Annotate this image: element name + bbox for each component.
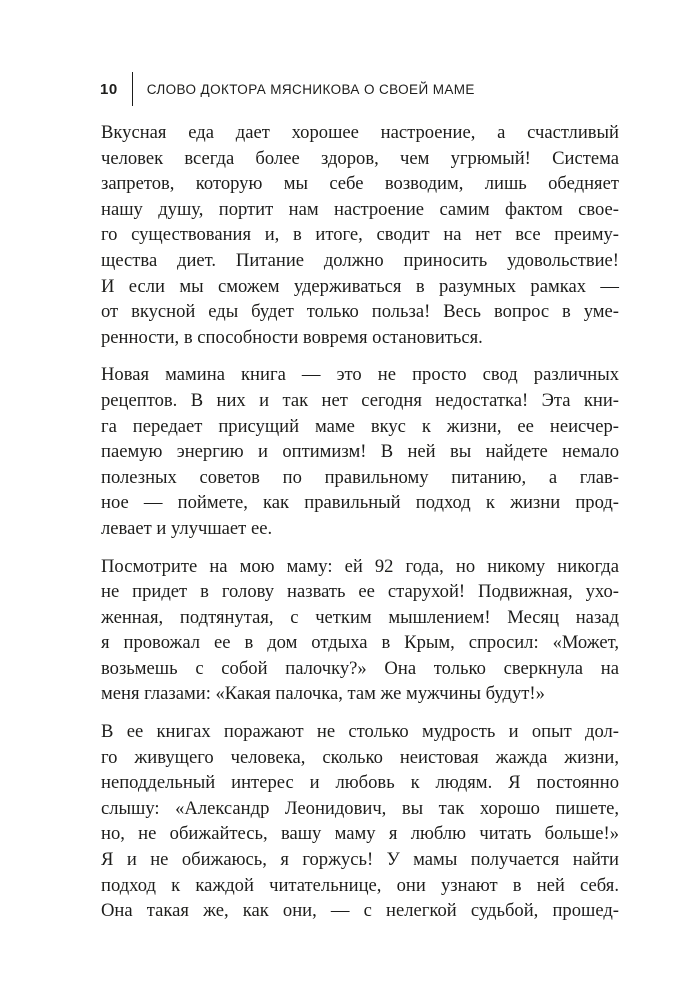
running-header [100,76,475,102]
text-line: Новая мамина книга — это не просто свод различных [101,364,619,386]
running-title: СЛОВО ДОКТОРА МЯСНИКОВА О СВОЕЙ МАМЕ [146,81,475,97]
text-line: слышу: «Александр Леонидович, вы так хорошо пишете, [101,797,619,819]
paragraph-4 [101,719,619,924]
text-line: меня глазами: «Какая палочка, там же мужчины будут!» [101,683,545,705]
text-line: ренности, в способности вовремя остановиться. [101,326,483,348]
text-line: рецептов. В них и так нет сегодня недостатка! Эта кни- [101,389,619,411]
text-line: щества диет. Питание должно приносить удовольствие! [101,249,619,271]
paragraph-3 [101,554,619,708]
text-line: не придет в голову назвать ее старухой! Подвижная, ухо- [101,581,619,603]
text-line: Вкусная еда дает хорошее настроение, а счастливый [101,122,619,143]
text-line: ное — поймете, как правильный подход к жизни прод- [101,492,619,514]
header-divider [132,72,133,106]
text-line: Она такая же, как они, — с нелегкой судьбой, прошед- [101,900,619,922]
text-line: паемую энергию и оптимизм! В ней вы найдете немало [101,441,619,463]
page-number: 10 [100,80,118,98]
paragraph-2 [101,362,619,541]
text-line: И если мы сможем удерживаться в разумных рамках — [101,275,619,297]
text-line: полезных советов по правильному питанию, а глав- [101,466,619,488]
text-line: запретов, которую мы себе возводим, лишь обедняет [101,173,619,195]
paragraph-1 [101,120,619,350]
text-line: нашу душу, портит нам настроение самим фактом свое- [101,198,619,220]
text-line: Я и не обижаюсь, я горжусь! У мамы получается найти [101,849,619,871]
text-line: га передает присущий маме вкус к жизни, ее неисчер- [101,415,619,437]
text-line: подход к каждой читательнице, они узнают в ней себя. [101,874,619,896]
text-line: левает и улучшает ее. [101,517,273,539]
text-line: возьмешь с собой палочку?» Она только сверкнула на [101,657,619,679]
text-line: Посмотрите на мою маму: ей 92 года, но никому никогда [101,555,619,577]
text-line: В ее книгах поражают не столько мудрость и опыт дол- [101,721,619,743]
text-line: я провожал ее в дом отдыха в Крым, спросил: «Может, [101,632,619,654]
body-text [101,120,619,936]
text-line: женная, подтянутая, с четким мышлением! Месяц назад [101,606,619,628]
text-line: от вкусной еды будет только польза! Весь вопрос в уме- [101,301,619,323]
text-line: но, не обижайтесь, вашу маму я люблю читать больше!» [101,823,619,845]
text-line: неподдельный интерес и любовь к людям. Я постоянно [101,772,619,794]
text-line: человек всегда более здоров, чем угрюмый! Система [101,147,619,169]
text-line: го живущего человека, сколько неистовая жажда жизни, [101,746,619,768]
text-line: го существования и, в итоге, сводит на нет все преиму- [101,224,619,246]
